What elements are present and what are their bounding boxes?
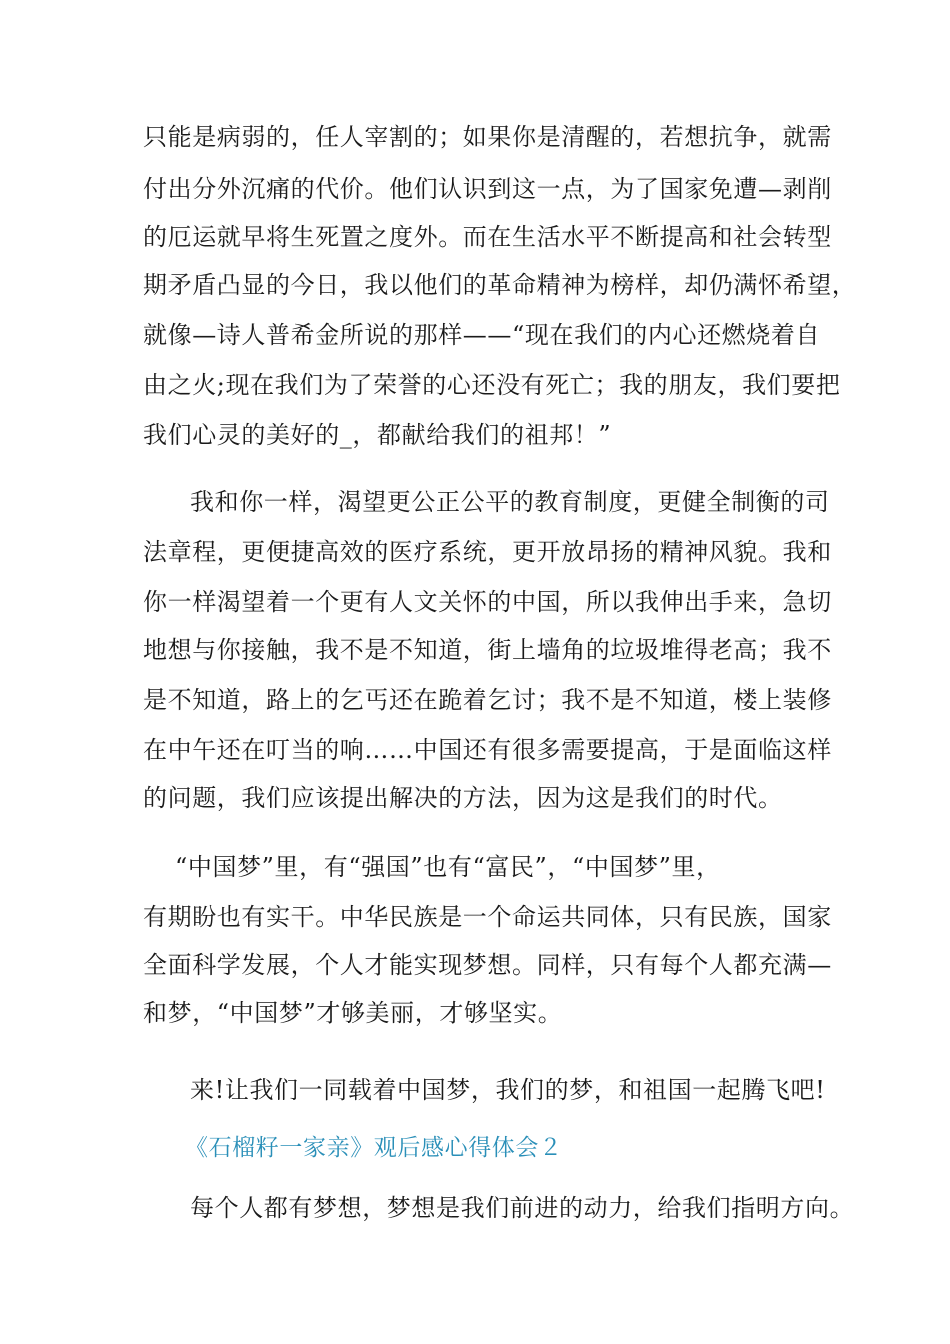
text-line: 付出分外沉痛的代价。他们认识到这一点，为了国家免遭—剥削 (143, 175, 832, 203)
paragraph-5: 每个人都有梦想，梦想是我们前进的动力，给我们指明方向。 (190, 1194, 855, 1222)
text-line: 法章程，更便捷高效的医疗系统，更开放昂扬的精神风貌。我和 (143, 538, 832, 566)
text-line: 我和你一样，渴望更公正公平的教育制度，更健全制衡的司 (190, 488, 830, 516)
section-heading: 《石榴籽一家亲》观后感心得体会２ (185, 1135, 563, 1161)
text-line: 全面科学发展，个人才能实现梦想。同样，只有每个人都充满— (143, 951, 832, 979)
text-line: 的厄运就早将生死置之度外。而在生活水平不断提高和社会转型 (143, 223, 832, 251)
text-line: 由之火;现在我们为了荣誉的心还没有死亡；我的朋友，我们要把 (143, 371, 841, 399)
text-line: 就像—诗人普希金所说的那样——“现在我们的内心还燃烧着自 (143, 321, 821, 349)
text-line: 是不知道，路上的乞丐还在跪着乞讨；我不是不知道，楼上装修 (143, 686, 832, 714)
text-line: 地想与你接触，我不是不知道，街上墙角的垃圾堆得老高；我不 (143, 636, 832, 664)
text-line: 只能是病弱的，任人宰割的；如果你是清醒的，若想抗争，就需 (143, 123, 832, 151)
text-line: 期矛盾凸显的今日，我以他们的革命精神为榜样，却仍满怀希望， (143, 271, 857, 299)
text-line: 和梦，“中国梦”才够美丽，才够坚实。 (143, 999, 563, 1027)
text-line: 有期盼也有实干。中华民族是一个命运共同体，只有民族，国家 (143, 903, 832, 931)
text-line: 来!让我们一同载着中国梦，我们的梦，和祖国一起腾飞吧! (190, 1076, 826, 1104)
text-line: “中国梦”里，有“强国”也有“富民”，“中国梦”里， (175, 853, 721, 881)
text-line: 你一样渴望着一个更有人文关怀的中国，所以我伸出手来，急切 (143, 588, 832, 616)
text-line: 我们心灵的美好的_，都献给我们的祖邦！” (143, 421, 612, 449)
text-line: 的问题，我们应该提出解决的方法，因为这是我们的时代。 (143, 784, 783, 812)
text-line: 在中午还在叮当的响……中国还有很多需要提高，于是面临这样 (143, 736, 832, 764)
